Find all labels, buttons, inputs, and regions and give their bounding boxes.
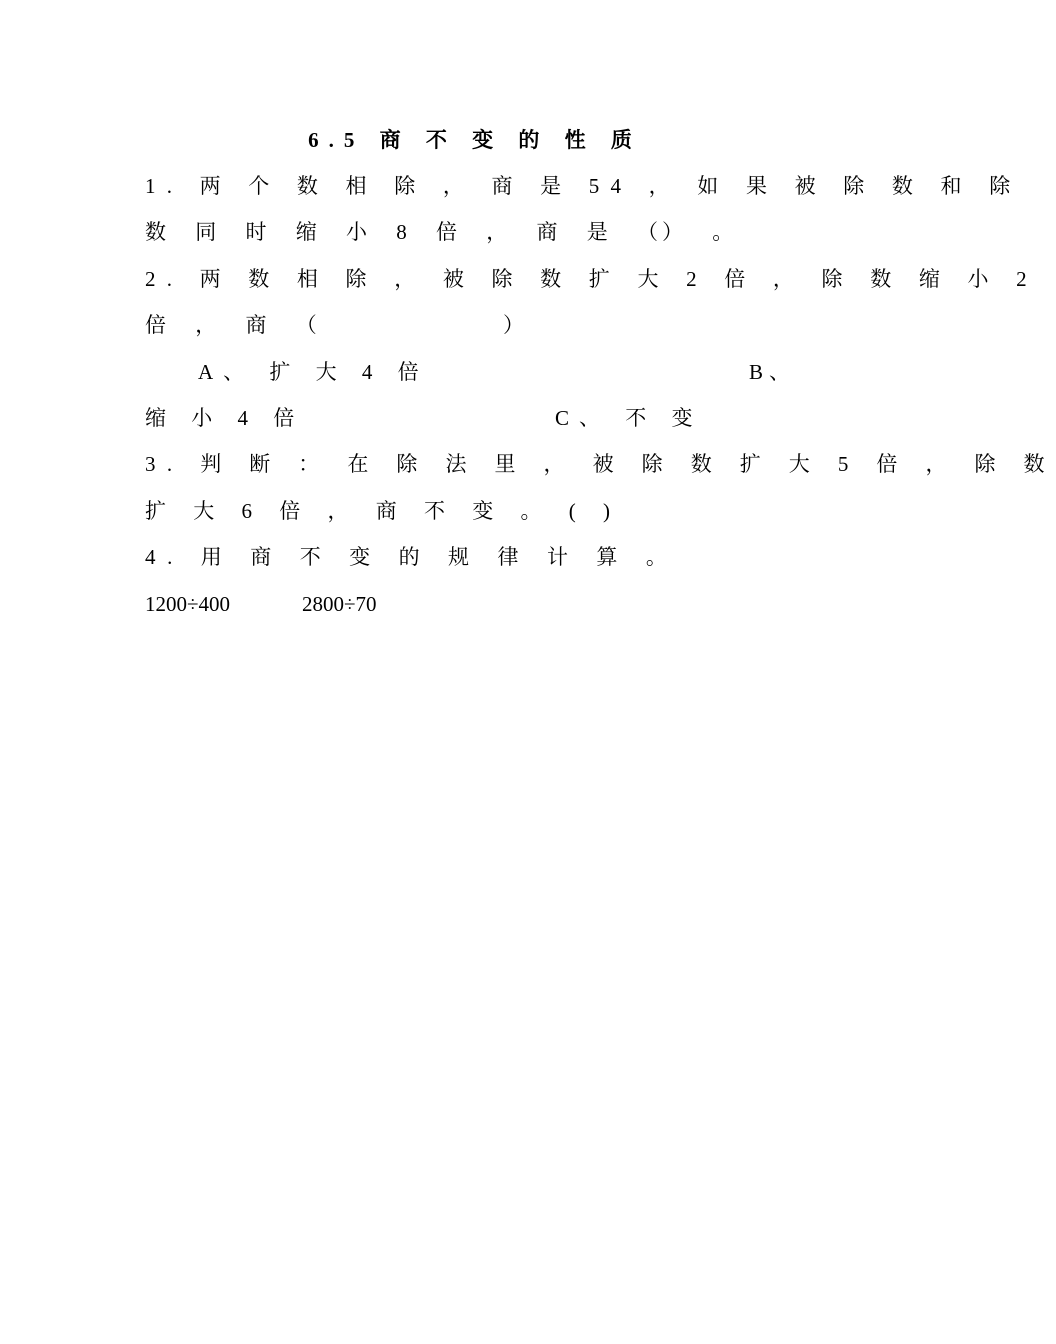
question-4-line-1: 4. 用 商 不 变 的 规 律 计 算 。: [145, 545, 679, 569]
question-3-line-1: 3. 判 断 ： 在 除 法 里 ， 被 除 数 扩 大 5 倍 ， 除 数: [145, 452, 1056, 476]
option-a: A、 扩 大 4 倍: [198, 360, 429, 384]
question-2-line-2-start: 倍 ， 商 （: [145, 313, 329, 337]
question-1-line-2-end: ） 。: [662, 220, 746, 244]
question-2-line-1: 2. 两 数 相 除 ， 被 除 数 扩 大 2 倍 ， 除 数 缩 小 2: [145, 267, 1038, 291]
expression-1: 1200÷400: [145, 592, 231, 616]
option-b-label: B、: [749, 360, 797, 384]
page-title: 6.5 商 不 变 的 性 质: [308, 128, 642, 152]
question-2-line-2-end: ）: [503, 313, 524, 337]
question-1-line-1: 1. 两 个 数 相 除 ， 商 是 54 ， 如 果 被 除 数 和 除: [145, 174, 1022, 198]
expression-2: 2800÷70: [302, 592, 377, 616]
question-1-line-2-start: 数 同 时 缩 小 8 倍 ， 商 是 （: [145, 220, 670, 244]
option-b-text: 缩 小 4 倍: [145, 406, 305, 430]
question-3-line-2: 扩 大 6 倍 ， 商 不 变 。 ( ): [145, 499, 621, 523]
option-c: C、 不 变: [555, 406, 703, 430]
